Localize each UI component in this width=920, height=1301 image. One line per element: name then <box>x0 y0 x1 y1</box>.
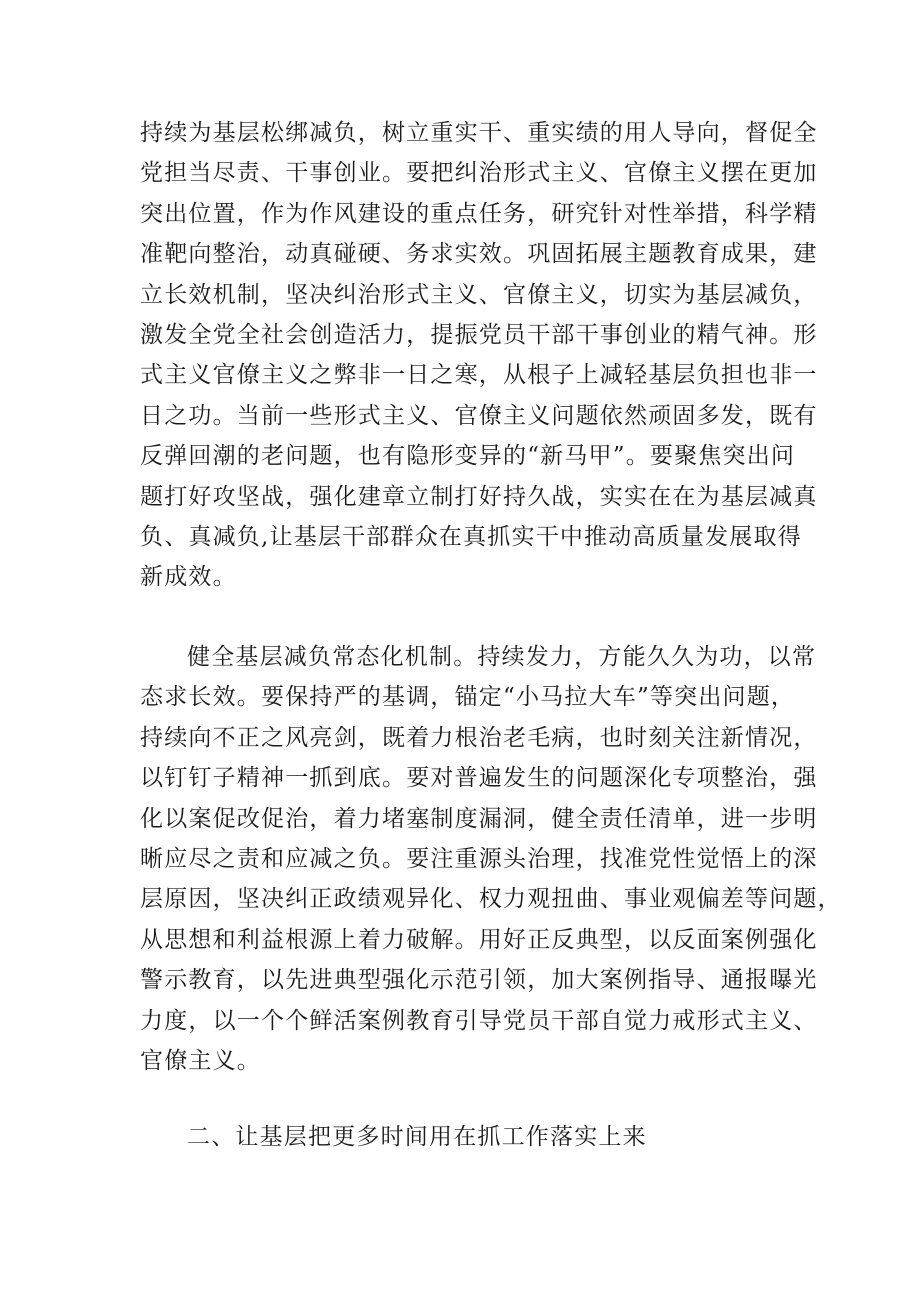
section-heading-block <box>140 1117 785 1157</box>
paragraph-line: 以钉钉子精神一抓到底。要对普遍发生的问题深化专项整治，强 <box>140 765 818 792</box>
paragraph-2 <box>140 637 842 1081</box>
paragraph-line: 立长效机制，坚决纠治形式主义、官僚主义，切实为基层减负， <box>140 281 818 308</box>
paragraph-line: 题打好攻坚战，强化建章立制打好持久战，实实在在为基层减真 <box>140 483 818 510</box>
paragraph-line: 反弹回潮的老问题，也有隐形变异的“新马甲”。要聚焦突出问 <box>140 443 796 470</box>
paragraph-1 <box>140 113 818 598</box>
section-heading: 二、让基层把更多时间用在抓工作落实上来 <box>187 1124 647 1150</box>
paragraph-line: 从思想和利益根源上着力破解。用好正反典型，以反面案例强化 <box>140 926 818 953</box>
paragraph-line: 力度，以一个个鲜活案例教育引导党员干部自觉力戒形式主义、 <box>140 1007 818 1034</box>
paragraph-line: 激发全党全社会创造活力，提振党员干部干事创业的精气神。形 <box>140 321 818 348</box>
paragraph-line: 持续为基层松绑减负，树立重实干、重实绩的用人导向，督促全 <box>140 120 818 146</box>
paragraph-line: 式主义官僚主义之弊非一日之寒，从根子上减轻基层负担也非一 <box>140 362 818 389</box>
paragraph-line: 态求长效。要保持严的基调，锚定“小马拉大车”等突出问题， <box>140 684 796 711</box>
paragraph-line: 层原因，坚决纠正政绩观异化、权力观扭曲、事业观偏差等问题， <box>140 886 842 913</box>
paragraph-line: 突出位置，作为作风建设的重点任务，研究针对性举措，科学精 <box>140 200 818 227</box>
paragraph-line: 健全基层减负常态化机制。持续发力，方能久久为功，以常 <box>187 644 817 670</box>
paragraph-line: 新成效。 <box>140 564 237 591</box>
paragraph-line: 负、真减负,让基层干部群众在真抓实干中推动高质量发展取得 <box>140 523 802 550</box>
paragraph-line: 持续向不正之风亮剑，既着力根治老毛病，也时刻关注新情况， <box>140 724 818 751</box>
paragraph-line: 准靶向整治，动真碰硬、务求实效。巩固拓展主题教育成果，建 <box>140 241 818 268</box>
paragraph-line: 日之功。当前一些形式主义、官僚主义问题依然顽固多发，既有 <box>140 402 818 429</box>
paragraph-line: 党担当尽责、干事创业。要把纠治形式主义、官僚主义摆在更加 <box>140 160 818 187</box>
paragraph-line: 警示教育，以先进典型强化示范引领，加大案例指导、通报曝光 <box>140 967 818 994</box>
paragraph-line: 晰应尽之责和应减之负。要注重源头治理，找准党性觉悟上的深 <box>140 845 818 872</box>
paragraph-line: 化以案促改促治，着力堵塞制度漏洞，健全责任清单，进一步明 <box>140 805 818 832</box>
paragraph-line: 官僚主义。 <box>140 1047 261 1074</box>
